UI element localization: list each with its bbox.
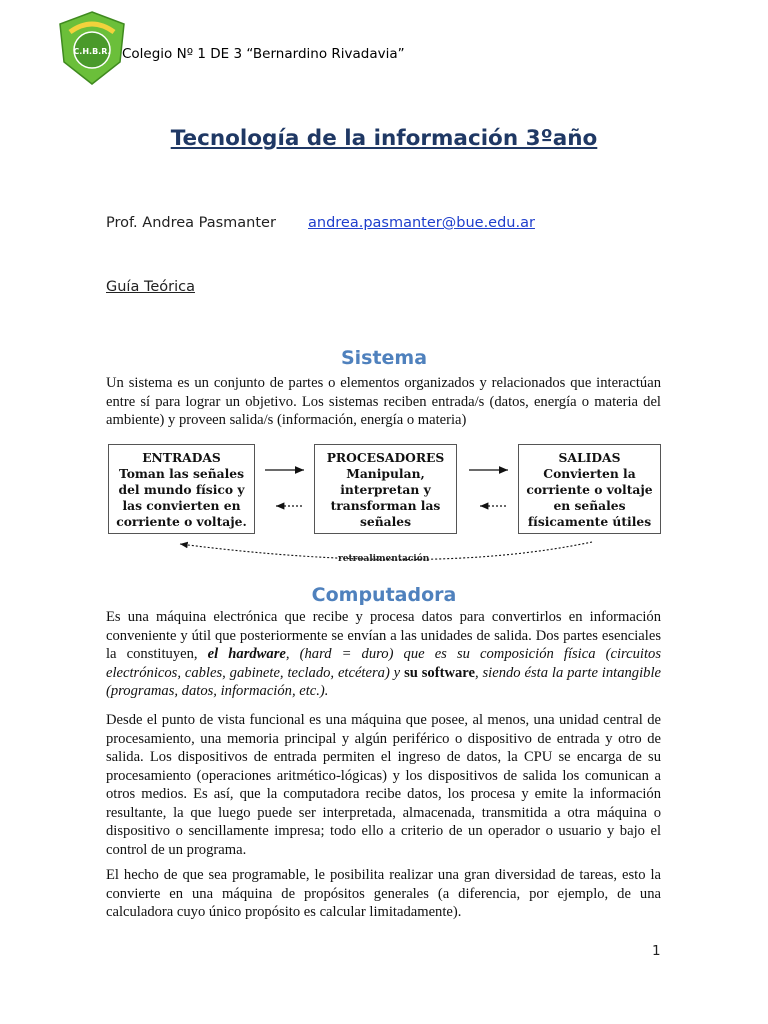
paragraph-computadora-3: El hecho de que sea programable, le posibilita realizar una gran diversidad de tareas, esto la convierte en una máquina de propósitos generales (a diferencia, por ejemplo, de una calculadora cuyo único propósito es calcular limitadamente). <box>106 867 661 920</box>
page-title: Tecnología de la información 3ºaño <box>170 126 598 151</box>
paragraph-computadora-2: Desde el punto de vista funcional es una máquina que posee, al menos, una unidad central de procesamiento, una memoria principal y algún periférico o dispositivo de entrada y otro de salida. Los dispositivos de entrada permiten el ingreso de datos, la CPU se encarga de su procesamiento (operaciones aritmético-lógicas) y los dispositivos de salida los comunican a otros medios. Es así, que la computadora recibe datos, los procesa y emite la información resultante, la que luego puede ser interpretada, almacenada, transmitida a otra máquina o dispositivo o sencillamente impresa; todo ello a criterio de un operador o usuario y bajo el control de un programa. <box>106 712 661 858</box>
system-diagram <box>100 440 670 570</box>
school-logo <box>56 10 128 86</box>
box-line: corriente o voltaje. <box>116 514 247 529</box>
box-line: Manipulan, <box>346 466 425 481</box>
page-number: 1 <box>652 943 661 959</box>
hardware-term: el hardware <box>207 646 286 662</box>
diagram-arrows <box>100 440 670 570</box>
box-line: ENTRADAS <box>142 450 221 465</box>
box-line: Toman las señales <box>118 466 245 481</box>
box-line: señales <box>359 514 412 529</box>
paragraph-computadora-1 <box>106 608 661 701</box>
professor-email-link[interactable]: andrea.pasmanter@bue.edu.ar <box>308 215 535 231</box>
box-line: en señales <box>553 498 626 513</box>
feedback-label: retroalimentación <box>338 554 430 564</box>
box-line: corriente o voltaje <box>526 482 653 497</box>
p1-middle: , (hard = duro) que es su composición física (circuitos electrónicos, cables, gabinete, teclado, etcétera) y <box>106 646 661 681</box>
guide-label: Guía Teórica <box>106 279 195 295</box>
box-line: SALIDAS <box>558 450 621 465</box>
box-line: transforman las <box>330 498 441 513</box>
p1-start: Es una máquina electrónica que recibe y procesa datos para convertirlos en información conveniente y útil que posteriormente se envían a las unidades de salida. Dos partes esenciales la constituyen, <box>106 609 661 662</box>
box-line: las convierten en <box>122 498 241 513</box>
section-heading-sistema: Sistema <box>340 347 428 369</box>
box-line: interpretan y <box>340 482 431 497</box>
box-line: del mundo físico y <box>118 482 245 497</box>
logo-lettering: C.H.B.R. <box>73 47 111 56</box>
school-name: Colegio Nº 1 DE 3 “Bernardino Rivadavia” <box>122 46 405 62</box>
box-line: PROCESADORES <box>326 450 445 465</box>
p1-end: , siendo ésta la parte intangible (programas, datos, información, etc.). <box>106 664 661 699</box>
box-line: Convierten la <box>543 466 636 481</box>
software-term: su software <box>404 664 475 681</box>
section-heading-computadora: Computadora <box>311 584 457 606</box>
paragraph-sistema: Un sistema es un conjunto de partes o elementos organizados y relacionados que interactúan entre sí para lograr un objetivo. Los sistemas reciben entrada/s (datos, energía o materia del ambiente) y proveen salida/s (información, energía o materia) <box>106 375 661 428</box>
professor-name: Prof. Andrea Pasmanter <box>106 215 276 231</box>
box-line: físicamente útiles <box>527 514 652 529</box>
